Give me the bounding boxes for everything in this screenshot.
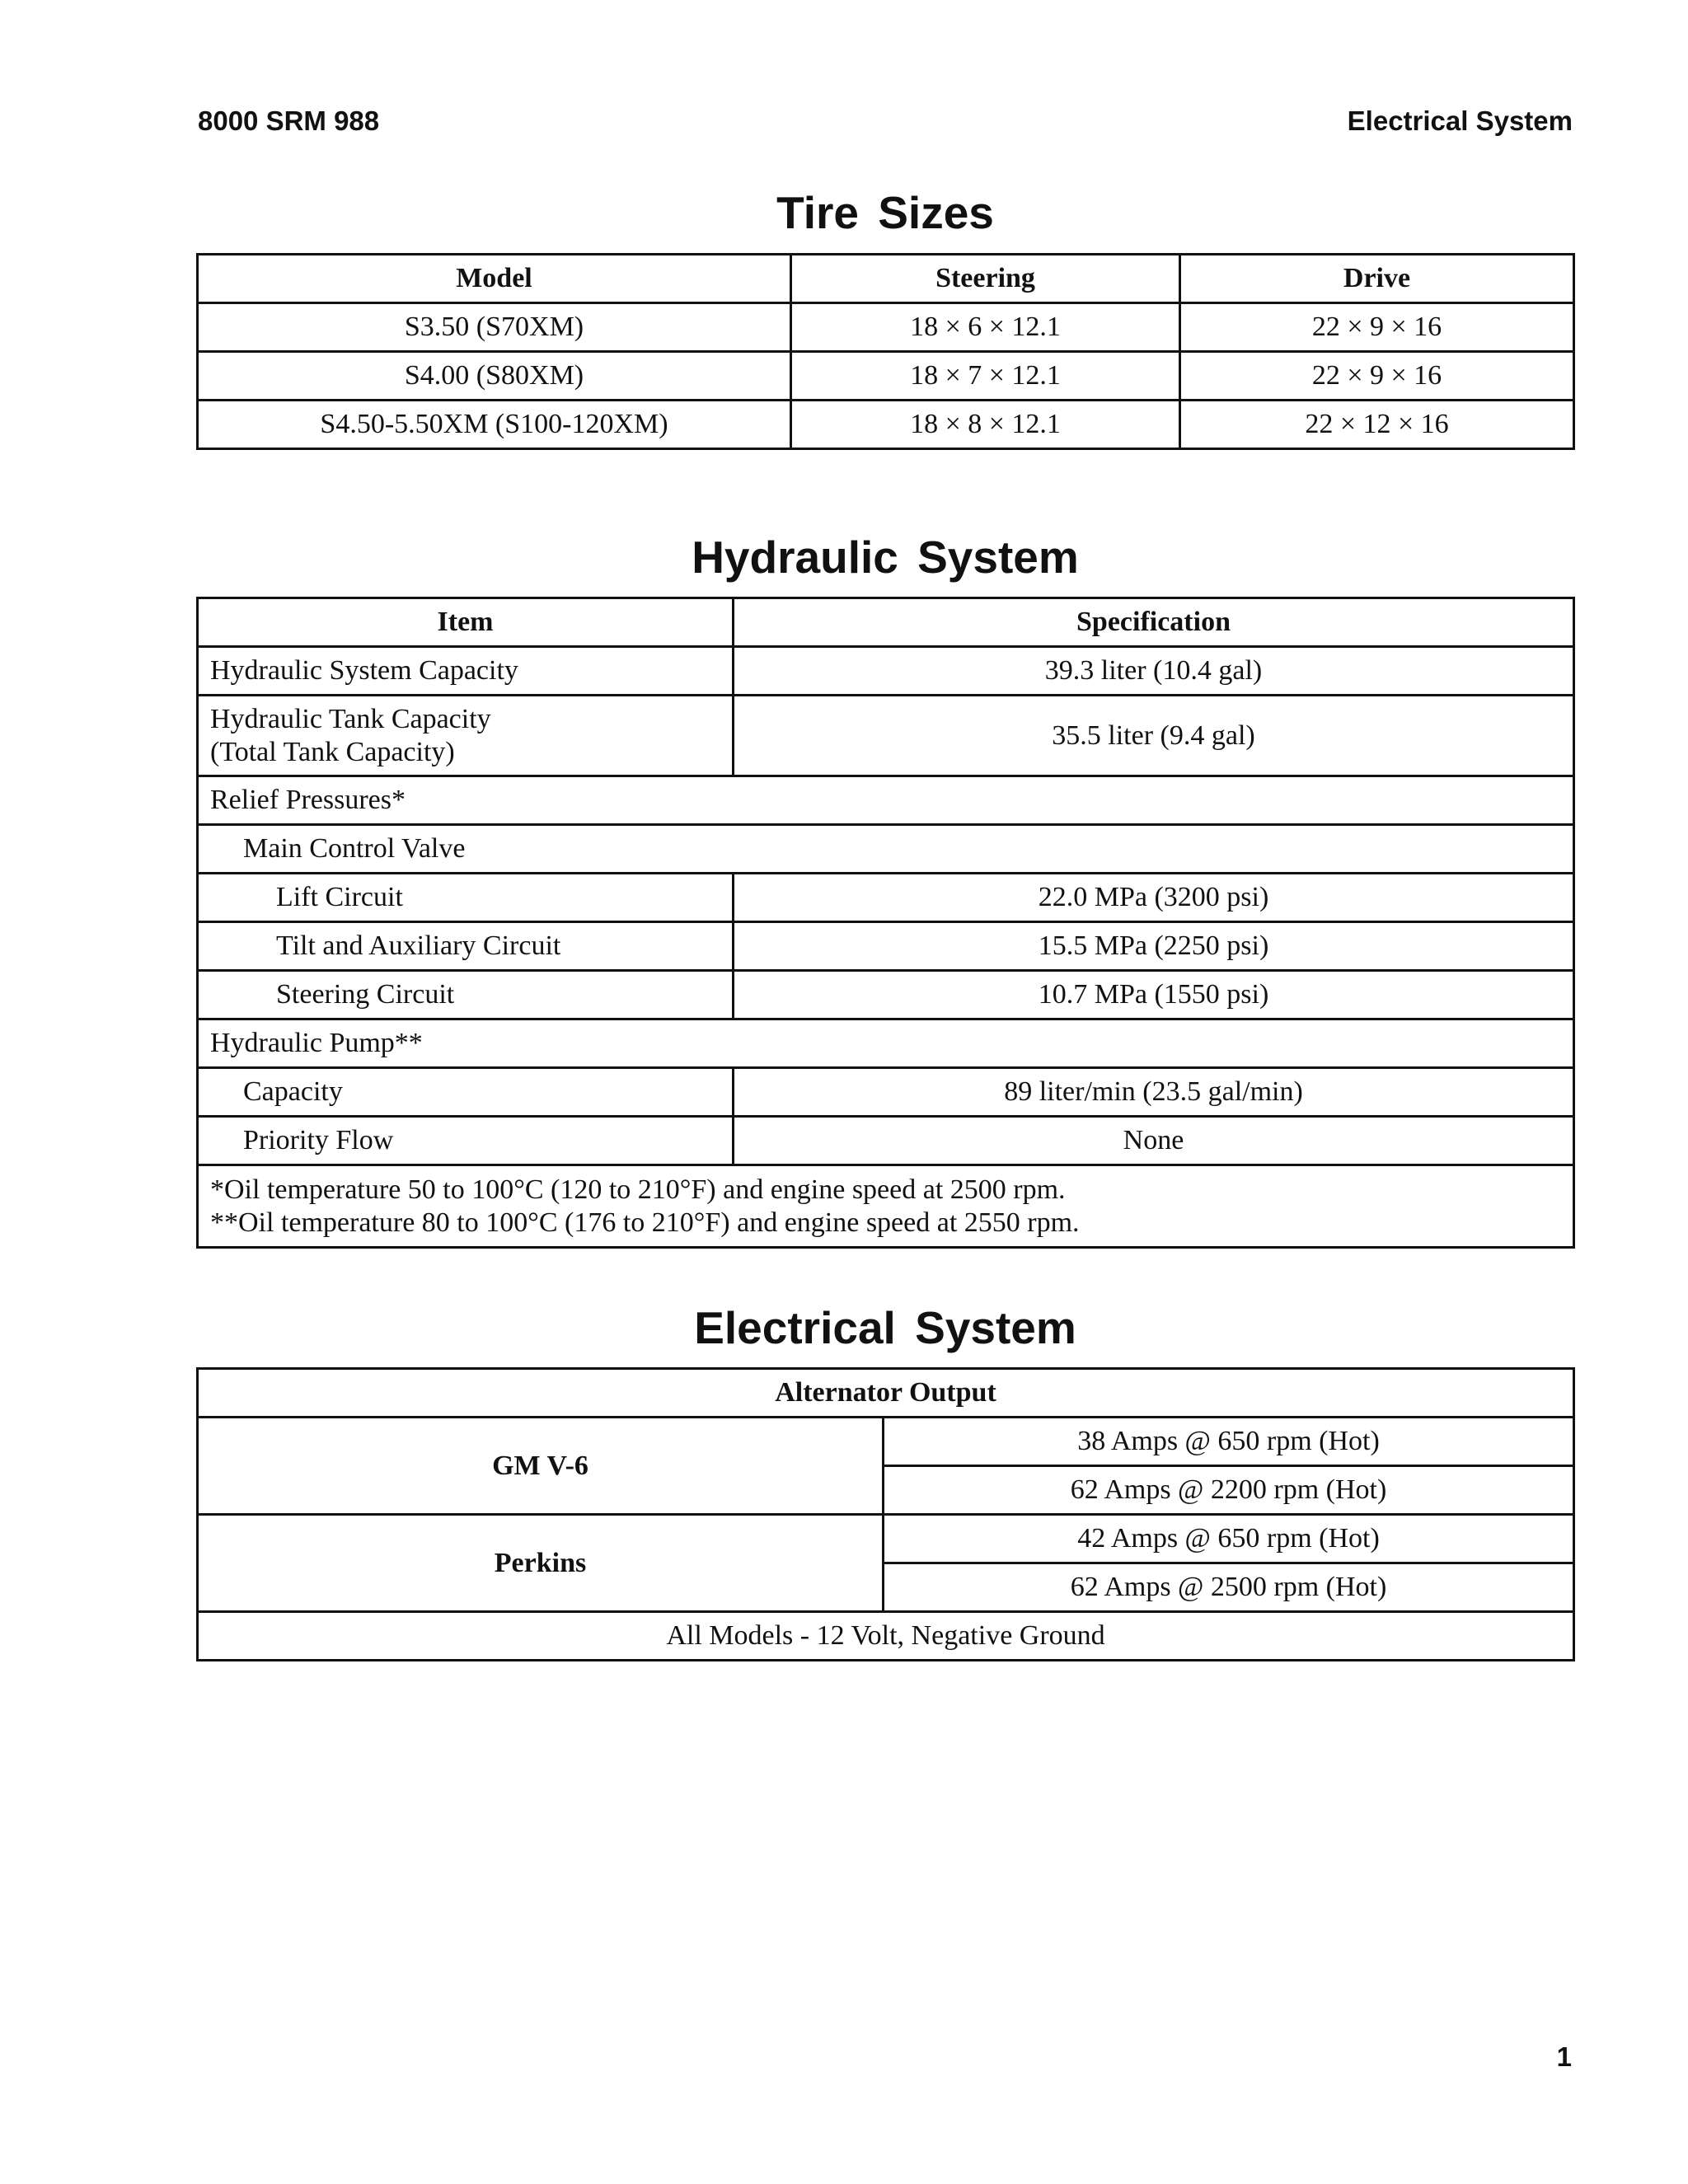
subgroup-heading-cell: Main Control Valve: [198, 825, 1574, 874]
table-row: [198, 971, 1574, 1019]
table-row: [198, 647, 1574, 696]
steering-tire-cell: 18 × 6 × 12.1: [791, 303, 1180, 352]
column-header-steering: Steering: [791, 255, 1180, 303]
item-cell: Lift Circuit: [198, 874, 734, 922]
spec-cell: 39.3 liter (10.4 gal): [734, 647, 1574, 696]
all-models-note-cell: All Models - 12 Volt, Negative Ground: [198, 1612, 1574, 1661]
engine-label-cell: GM V-6: [198, 1418, 884, 1515]
group-heading-cell: Relief Pressures*: [198, 776, 1574, 825]
table-row: [198, 303, 1574, 352]
spec-cell: 22.0 MPa (3200 psi): [734, 874, 1574, 922]
spec-cell: None: [734, 1117, 1574, 1165]
item-cell: Priority Flow: [198, 1117, 734, 1165]
steering-tire-cell: 18 × 7 × 12.1: [791, 352, 1180, 401]
item-cell: [198, 696, 734, 776]
output-cell: 62 Amps @ 2200 rpm (Hot): [884, 1466, 1574, 1515]
table-row: [198, 1418, 1574, 1466]
drive-tire-cell: 22 × 9 × 16: [1180, 303, 1574, 352]
tire-sizes-title: Tire Sizes: [776, 187, 994, 238]
spec-cell: 15.5 MPa (2250 psi): [734, 922, 1574, 971]
spec-cell: 35.5 liter (9.4 gal): [734, 696, 1574, 776]
table-row: [198, 874, 1574, 922]
alternator-output-header: Alternator Output: [198, 1369, 1574, 1418]
item-cell: Tilt and Auxiliary Circuit: [198, 922, 734, 971]
item-cell: Hydraulic System Capacity: [198, 647, 734, 696]
table-header-row: [198, 598, 1574, 647]
spec-cell: 89 liter/min (23.5 gal/min): [734, 1068, 1574, 1117]
steering-tire-cell: 18 × 8 × 12.1: [791, 401, 1180, 449]
table-footer-row: [198, 1612, 1574, 1661]
item-cell: Capacity: [198, 1068, 734, 1117]
table-row: [198, 1019, 1574, 1068]
table-row: [198, 776, 1574, 825]
item-line: Hydraulic Tank Capacity: [210, 703, 491, 734]
hydraulic-system-table: [196, 597, 1575, 1249]
column-header-specification: Specification: [734, 598, 1574, 647]
tire-sizes-table: [196, 253, 1575, 450]
table-row: [198, 922, 1574, 971]
output-cell: 62 Amps @ 2500 rpm (Hot): [884, 1563, 1574, 1612]
table-row: [198, 1515, 1574, 1563]
output-cell: 42 Amps @ 650 rpm (Hot): [884, 1515, 1574, 1563]
table-footnote-row: [198, 1165, 1574, 1248]
header-section-name: Electrical System: [1347, 105, 1573, 136]
footnote-pump: **Oil temperature 80 to 100°C (176 to 210°F) and engine speed at 2550 rpm.: [210, 1207, 1080, 1238]
table-header-row: [198, 1369, 1574, 1418]
column-header-item: Item: [198, 598, 734, 647]
table-row: [198, 352, 1574, 401]
model-cell: S4.00 (S80XM): [198, 352, 791, 401]
footnote-cell: [198, 1165, 1574, 1248]
output-cell: 38 Amps @ 650 rpm (Hot): [884, 1418, 1574, 1466]
item-cell: Steering Circuit: [198, 971, 734, 1019]
table-row: [198, 696, 1574, 776]
header-document-id: 8000 SRM 988: [198, 105, 380, 136]
table-row: [198, 1068, 1574, 1117]
table-row: [198, 1117, 1574, 1165]
group-heading-cell: Hydraulic Pump**: [198, 1019, 1574, 1068]
hydraulic-system-title: Hydraulic System: [692, 532, 1079, 583]
table-header-row: [198, 255, 1574, 303]
drive-tire-cell: 22 × 12 × 16: [1180, 401, 1574, 449]
footnote-relief: *Oil temperature 50 to 100°C (120 to 210°F) and engine speed at 2500 rpm.: [210, 1174, 1066, 1205]
model-cell: S3.50 (S70XM): [198, 303, 791, 352]
model-cell: S4.50-5.50XM (S100-120XM): [198, 401, 791, 449]
electrical-system-title: Electrical System: [694, 1302, 1076, 1353]
spec-cell: 10.7 MPa (1550 psi): [734, 971, 1574, 1019]
column-header-model: Model: [198, 255, 791, 303]
drive-tire-cell: 22 × 9 × 16: [1180, 352, 1574, 401]
engine-label-cell: Perkins: [198, 1515, 884, 1612]
electrical-system-table: [196, 1367, 1575, 1661]
column-header-drive: Drive: [1180, 255, 1574, 303]
page-number: 1: [1556, 2041, 1572, 2072]
item-line: (Total Tank Capacity): [210, 736, 455, 767]
table-row: [198, 825, 1574, 874]
table-row: [198, 401, 1574, 449]
